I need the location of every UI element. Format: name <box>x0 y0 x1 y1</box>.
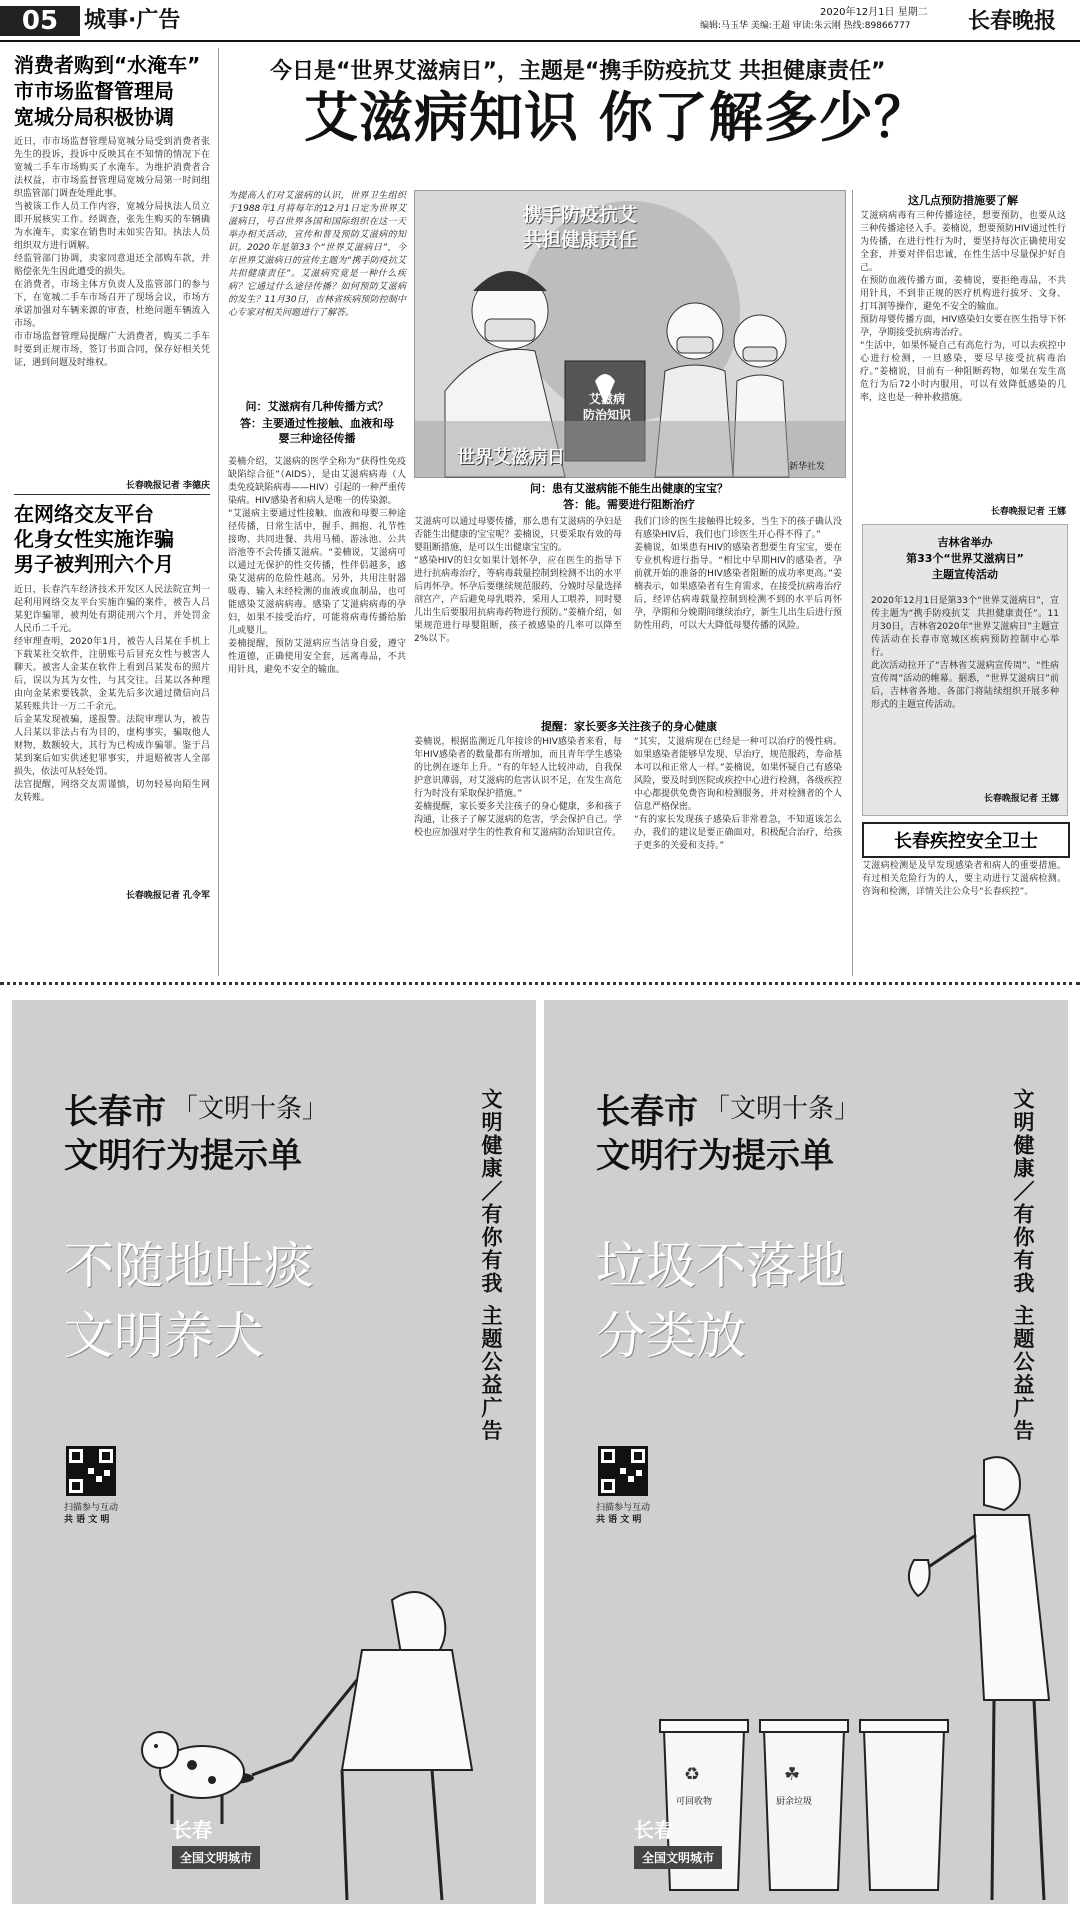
qr-caption-2: 共 语 文 明 <box>64 1515 110 1525</box>
editors-line: 编辑:马玉华 美编:王超 审读:朱云刚 热线:89866777 <box>700 21 911 31</box>
qa1-answer: 答：主要通过性接触、血液和母婴三种途径传播 <box>240 417 394 445</box>
column-rule <box>852 190 853 976</box>
column-rule <box>218 48 219 976</box>
guard-body: 艾滋病检测是及早发现感染者和病人的重要措施。有过相关危险行为的人，要主动进行艾滋病检测。咨询和检测，详情关注公众号“长春疾控”。 <box>862 861 1066 897</box>
event-box-title: 吉林省举办 第33个“世界艾滋病日” 主题宣传活动 <box>906 536 1024 581</box>
qa1-body: 姜楠介绍，艾滋病的医学全称为“获得性免疫缺陷综合征”（AIDS），是由艾滋病病毒（人类免疫缺陷病毒——HIV）引起的一种严重传染病。HIV感染者和病人是唯一的传染源。 “艾滋病主要通过性接触、血液和母婴三种途径传播，日常生活中，握手、拥抱、礼节性接吻、共同进餐、共用马桶、游泳池、公共浴池等不会传播艾滋病。“姜楠说，艾滋病可以通过无保护的性交传播，性伴侣越多，感染艾滋病的危险性越高。另外，共用注射器吸毒、输入未经检测的血液或血制品，也可能感染艾滋病病毒。感染了艾滋病病毒的孕妇，如果不接受治疗，可能将病毒传播给胎儿或婴儿。 姜楠提醒，预防艾滋病应当洁身自爱，遵守性道德，正确使用安全套，远离毒品，不共用针具，避免不安全的输血。 <box>228 457 406 675</box>
civilized-city-badge: 全国文明城市 <box>172 1846 260 1869</box>
recycling-bins-icon <box>654 1440 1064 1900</box>
feature-illustration <box>414 190 846 478</box>
page-number: 05 <box>0 6 80 36</box>
poster-vertical-slogan: 文明健康／有你有我 主题公益广告 <box>479 1088 503 1443</box>
qa3-heading: 提醒：家长要多关注孩子的身心健康 <box>541 720 717 733</box>
date-line: 2020年12月1日 星期二 <box>820 7 928 18</box>
poster-bracket-text: 文明十条 <box>198 1094 303 1124</box>
header-rule <box>0 40 1080 42</box>
story2-headline: 在网络交友平台 化身女性实施诈骗 男子被判刑六个月 <box>14 502 174 576</box>
section-title: 城事·广告 <box>84 8 181 33</box>
poster-slogan1: 垃圾不落地 <box>596 1237 846 1295</box>
feature-intro: 为提高人们对艾滋病的认识，世界卫生组织于1988年1月将每年的12月1日定为世界艾滋病日，号召世界各国和国际组织在这一天举办相关活动，宣传和普及预防艾滋病的知识。2020年是第33个“世界艾滋病日”，今年世界艾滋病日的宣传主题为“携手防疫抗艾 共担健康责任”。艾滋病究竟是一种什么疾病？它通过什么途径传播？如何预防艾滋病的发生？11月30日，吉林省疾病预防控制中心专家对相关问题进行了解答。 <box>228 191 412 318</box>
poster-city: 长春市 <box>64 1092 166 1132</box>
qa2-body-a: 艾滋病可以通过母婴传播，那么患有艾滋病的孕妇是否能生出健康的宝宝呢？姜楠说，只要采取有效的母婴阻断措施，是可以生出健康宝宝的。 “感染HIV的妇女如果计划怀孕，应在医生的指导下进行抗病毒治疗，等病毒载量控制到检测不出的水平后再怀孕。怀孕后要继续规范服药，分娩时尽量选择剖宫产，产后避免母乳喂养，采用人工喂养，同时婴儿出生后要服用抗病毒药物进行预防。”姜楠介绍，如果规范进行母婴阻断，孩子被感染的几率可以降至2%以下。 <box>414 517 622 644</box>
story1-headline: 消费者购到“水淹车” 市市场监督管理局 宽城分局积极协调 <box>14 53 201 129</box>
qa2-question: 问：患有艾滋病能不能生出健康的宝宝？ <box>530 482 728 495</box>
story1-byline: 长春晚报记者 李德庆 <box>125 481 210 491</box>
svg-text:♻: ♻ <box>684 1764 701 1785</box>
guard-title: 长春疾控安全卫士 <box>894 831 1038 852</box>
feature-kicker: 今日是“世界艾滋病日”，主题是“携手防疫抗艾 共担健康责任” <box>270 59 886 84</box>
guard-title-frame <box>862 822 1070 858</box>
poster-bracket-label: 「文明十条」 <box>172 1094 329 1124</box>
bin-label-recyclable: 可回收物 <box>676 1797 713 1807</box>
illustration-book-title: 艾滋病 防治知识 <box>582 392 631 422</box>
page-divider <box>0 982 1080 985</box>
qa3-body-a: 姜楠说，根据监测近几年接诊的HIV感染者来看，每年HIV感染者的数量都有所增加，而且青年学生感染的比例在逐年上升。“有的年轻人比较冲动，自我保护意识薄弱，对艾滋病的危害认识不足，在发生高危行为时没有采取保护措施。” 姜楠提醒，家长要多关注孩子的身心健康，多和孩子沟通，让孩子了解艾滋病的危害，学会保护自己。学校也应加强对学生的性教育和艾滋病防治知识宣传。 <box>414 737 622 838</box>
qa3-body-b: “其实，艾滋病现在已经是一种可以治疗的慢性病。如果感染者能够早发现、早治疗，规范服药，寿命基本可以和正常人一样。”姜楠说，如果怀疑自己有感染风险，要及时到医院或疾控中心进行检测，各级疾控中心都提供免费咨询和检测服务，并对检测者的个人信息严格保密。 “有的家长发现孩子感染后非常着急，不知道该怎么办，我们的建议是要正确面对，积极配合治疗，给孩子更多的关爱和支持。” <box>634 737 842 851</box>
poster-bracket-text: 文明十条 <box>730 1094 835 1124</box>
illustration-credit: 新华社发 <box>789 462 826 472</box>
qr-code-icon[interactable] <box>66 1446 116 1496</box>
story2-body: 近日，长春汽车经济技术开发区人民法院宣判一起利用网络交友平台实施诈骗的案件，被告人吕某犯诈骗罪，被判处有期徒刑六个月，并处罚金人民币二千元。 经审理查明，2020年1月，被告人吕某在手机上下载某社交软件，注册账号后冒充女性与被害人聊天。被害人金某在软件上看到吕某发布的照片后，误以为其为女性，与其交往。吕某以各种理由向金某索要钱款，金某先后多次通过微信向吕某转账共计一万二千余元。 后金某发现被骗，遂报警。法院审理认为，被告人吕某以非法占有为目的，虚构事实，骗取他人财物，数额较大，其行为已构成诈骗罪。鉴于吕某到案后如实供述犯罪事实，并退赔被害人全部损失，依法可从轻处罚。 法官提醒，网络交友需谨慎，切勿轻易向陌生网友转账。 <box>14 585 210 803</box>
event-box <box>862 524 1068 816</box>
poster-title2: 文明行为提示单 <box>64 1136 302 1176</box>
story-divider <box>14 494 210 495</box>
qa2-body-b: 我们门诊的医生接触得比较多，当生下的孩子确认没有感染HIV后，我们也门诊医生开心得不得了。” 姜楠说，如果患有HIV的感染者想要生育宝宝，要在专业机构进行指导。“相比中早期HIV的感染者，孕前就开始的准备的HIV感染者阻断的成功率更高。”姜楠表示，如果感染者有生育需求，在接受抗病毒治疗后，经评估病毒载量控制到检测不到的水平后再怀孕，孕期和分娩期间继续治疗，新生儿出生后进行预防性用药，可以大大降低母婴传播的风险。 <box>634 517 842 631</box>
qa2-answer: 答：能。需要进行阻断治疗 <box>563 498 695 511</box>
civilized-city-badge: 全国文明城市 <box>634 1846 722 1869</box>
poster-bracket-label: 「文明十条」 <box>704 1094 861 1124</box>
event-box-body: 2020年12月1日是第33个“世界艾滋病日”，宣传主题为“携手防疫抗艾 共担健康责任”。11月30日，吉林省2020年“世界艾滋病日”主题宣传活动在长春市宽城区疾病预防控制中心举行。 此次活动拉开了“吉林省艾滋病宣传周”、“性病宣传周”活动的帷幕。据悉，“世界艾滋病日”前后，吉林省各地、各部门将陆续组织开展多种形式的主题宣传活动。 <box>871 596 1059 710</box>
illustration-banner: 世界艾滋病日 <box>457 447 565 468</box>
masthead-logo: 长春晚报 <box>968 8 1057 34</box>
civility-poster-right <box>544 1000 1068 1904</box>
bin-label-kitchen-waste: 厨余垃圾 <box>776 1797 813 1807</box>
poster-slogan2: 分类放 <box>596 1307 746 1365</box>
poster-slogan2: 文明养犬 <box>64 1307 264 1365</box>
story1-body: 近日，市市场监督管理局宽城分局受到消费者张先生的投诉，投诉中反映其在不知情的情况下在宽城二手车市场购买了水淹车。为维护消费者合法权益，市市场监督管理局宽城分局第一时间组织监管部门调查处理此事。 当被该工作人员工作内容，宽城分局执法人员立即开展核实工作。经调查，张先生购买的车辆确为水淹车，卖家在销售时未如实告知。执法人员组织双方进行调解。 经监管部门协调，卖家同意退还全部购车款，并赔偿张先生因此遭受的损失。 在消费者，市场主体方负责人及监管部门的参与下，在宽城二手车市场召开了现场会议，市场方承诺加强对车辆来源的审查，杜绝问题车辆流入市场。 市市场监督管理局提醒广大消费者，购买二手车时要到正规市场，签订书面合同，保存好相关凭证，遇到问题及时维权。 <box>14 137 210 368</box>
event-box-byline: 长春晚报记者 王娜 <box>983 794 1059 804</box>
qr-caption-1: 扫描参与互动 <box>64 1503 119 1513</box>
poster-city: 长春市 <box>596 1092 698 1132</box>
changchun-logo: 长春 <box>172 1818 212 1842</box>
prevent-heading: 这几点预防措施要了解 <box>908 194 1018 207</box>
feature-headline: 艾滋病知识 你了解多少？ <box>304 86 929 149</box>
qr-caption-2: 共 语 文 明 <box>596 1515 642 1525</box>
changchun-logo: 长春 <box>634 1818 674 1842</box>
qa1-question: 问：艾滋病有几种传播方式？ <box>245 400 389 413</box>
prevent-body: 艾滋病病毒有三种传播途径，想要预防，也要从这三种传播途径入手。姜楠说，想要预防HIV通过性行为传播，在进行性行为时，要坚持每次正确使用安全套，并要对伴侣忠诚，在性生活中尽量保护好自己。 在预防血液传播方面，姜楠说，要拒绝毒品，不共用针具，不到非正规的医疗机构进行拔牙、文身、打耳洞等操作，避免不安全的输血。 预防母婴传播方面，HIV感染妇女要在医生指导下怀孕，孕期接受抗病毒治疗。 “生活中，如果怀疑自己有高危行为，可以去疾控中心进行检测，一旦感染，要尽早接受抗病毒治疗。”姜楠说，目前有一种阻断药物，如果在发生高危行为后72小时内服用，可以有效降低感染的几率，这也是一种补救措施。 <box>860 211 1066 403</box>
svg-text:☘: ☘ <box>784 1764 801 1785</box>
prevent-byline: 长春晚报记者 王娜 <box>990 507 1066 517</box>
illustration-slogan: 携手防疫抗艾 共担健康责任 <box>523 204 638 251</box>
qr-caption-1: 扫描参与互动 <box>596 1503 651 1513</box>
poster-title2: 文明行为提示单 <box>596 1136 834 1176</box>
poster-vertical-slogan: 文明健康／有你有我 主题公益广告 <box>1011 1088 1035 1443</box>
story2-byline: 长春晚报记者 孔令军 <box>125 891 210 901</box>
page-header <box>0 0 1080 40</box>
qr-code-icon[interactable] <box>598 1446 648 1496</box>
poster-slogan1: 不随地吐痰 <box>64 1237 314 1295</box>
civility-poster-left <box>12 1000 536 1904</box>
